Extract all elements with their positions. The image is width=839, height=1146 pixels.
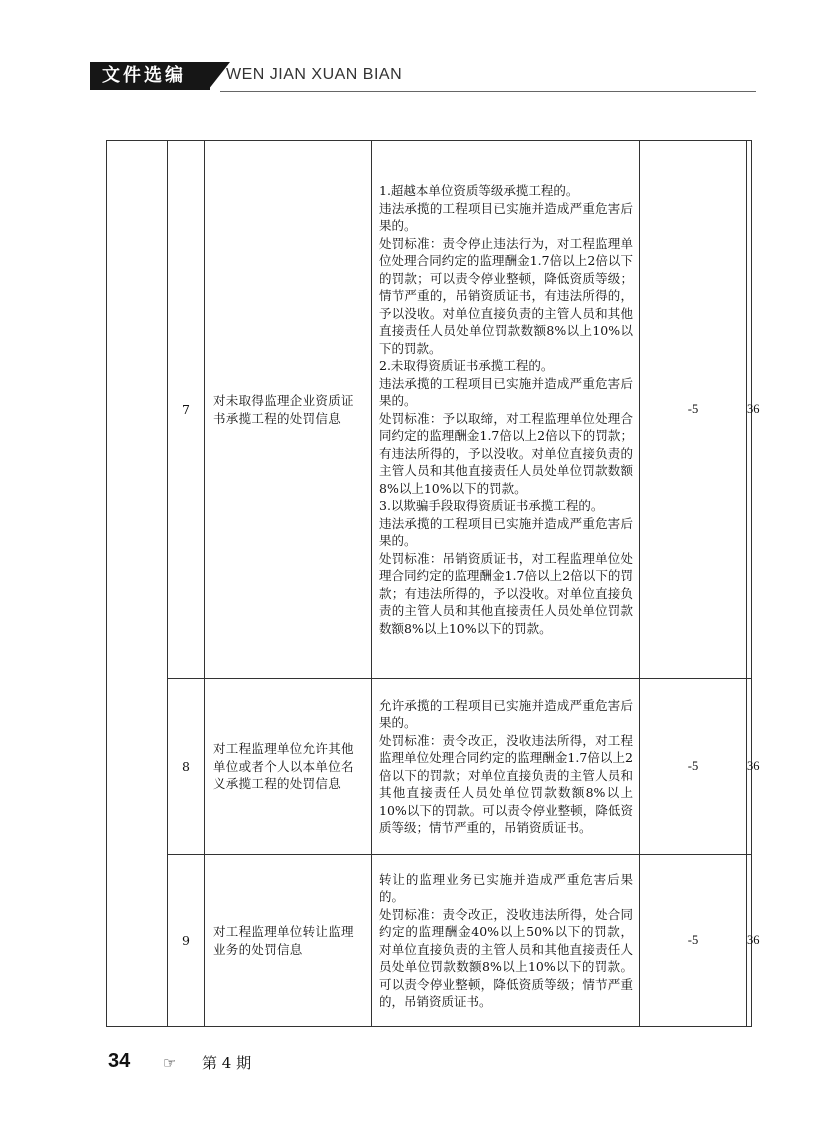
criteria-cell (372, 679, 640, 855)
category-cell (107, 141, 168, 1027)
criteria-line: 3.以欺骗手段取得资质证书承揽工程的。 (379, 498, 604, 513)
criteria-cell (372, 141, 640, 679)
criteria-line: 2.未取得资质证书承揽工程的。 (379, 358, 554, 373)
score-total: 36 (747, 141, 752, 679)
section-title-en: WEN JIAN XUAN BIAN (226, 66, 403, 83)
table-row (107, 679, 752, 855)
criteria-line: 违法承揽的工程项目已实施并造成严重危害后果的。 (379, 200, 633, 233)
score-deduction: -5 (640, 679, 747, 855)
score-total: 36 (747, 855, 752, 1027)
page-number: 34 (108, 1050, 131, 1072)
table-row (107, 855, 752, 1027)
item-name: 对工程监理单位允许其他单位或者个人以本单位名义承揽工程的处罚信息 (205, 679, 372, 855)
page-header (90, 62, 756, 94)
criteria-line: 1.超越本单位资质等级承揽工程的。 (379, 183, 579, 198)
criteria-line: 处罚标准：责令改正，没收违法所得，处合同约定的监理酬金40%以上50%以下的罚款，对单位直接负责的主管人员和其他直接责任人员处单位罚款数额8%以上10%以下的罚款。可以责令停业整顿，降低资质等级；情节严重的，吊销资质证书。 (379, 906, 633, 1009)
pointing-hand-icon: ☞ (163, 1054, 177, 1072)
penalty-table (106, 140, 760, 1027)
issue-label: 第 4 期 (202, 1054, 252, 1072)
score-deduction: -5 (640, 141, 747, 679)
page-footer (108, 1050, 252, 1074)
criteria-line: 允许承揽的工程项目已实施并造成严重危害后果的。 (379, 697, 633, 730)
score-deduction: -5 (640, 855, 747, 1027)
criteria-line: 处罚标准：予以取缔，对工程监理单位处理合同约定的监理酬金1.7倍以上2倍以下的罚款；有违法所得的，予以没收。对单位直接负责的主管人员和其他直接责任人员处单位罚款数额8%以上10%以下的罚款。 (379, 410, 633, 496)
criteria-line: 违法承揽的工程项目已实施并造成严重危害后果的。 (379, 515, 633, 548)
criteria-line: 违法承揽的工程项目已实施并造成严重危害后果的。 (379, 375, 633, 408)
row-number: 7 (168, 141, 205, 679)
item-name: 对工程监理单位转让监理业务的处罚信息 (205, 855, 372, 1027)
table-row (107, 141, 752, 679)
header-rule (220, 91, 756, 92)
criteria-line: 转让的监理业务已实施并造成严重危害后果的。 (379, 871, 633, 904)
score-total: 36 (747, 679, 752, 855)
criteria-line: 处罚标准：责令改正，没收违法所得，对工程监理单位处理合同约定的监理酬金1.7倍以上2倍以下的罚款；对单位直接负责的主管人员和其他直接责任人员处单位罚款数额8%以上10%以下的罚款。可以责令停业整顿，降低资质等级；情节严重的，吊销资质证书。 (379, 732, 633, 835)
criteria-line: 处罚标准：吊销资质证书，对工程监理单位处理合同约定的监理酬金1.7倍以上2倍以下的罚款；有违法所得的，予以没收。对单位直接负责的主管人员和其他直接责任人员处单位罚款数额8%以上10%以下的罚款。 (379, 550, 633, 636)
section-title-cn: 文件选编 (90, 62, 210, 90)
row-number: 9 (168, 855, 205, 1027)
criteria-line: 处罚标准：责令停止违法行为，对工程监理单位处理合同约定的监理酬金1.7倍以上2倍以下的罚款；可以责令停业整顿，降低资质等级；情节严重的，吊销资质证书，有违法所得的，予以没收。对单位直接负责的主管人员和其他直接责任人员处单位罚款数额8%以上10%以下的罚款。 (379, 235, 633, 356)
item-name: 对未取得监理企业资质证书承揽工程的处罚信息 (205, 141, 372, 679)
criteria-cell (372, 855, 640, 1027)
row-number: 8 (168, 679, 205, 855)
